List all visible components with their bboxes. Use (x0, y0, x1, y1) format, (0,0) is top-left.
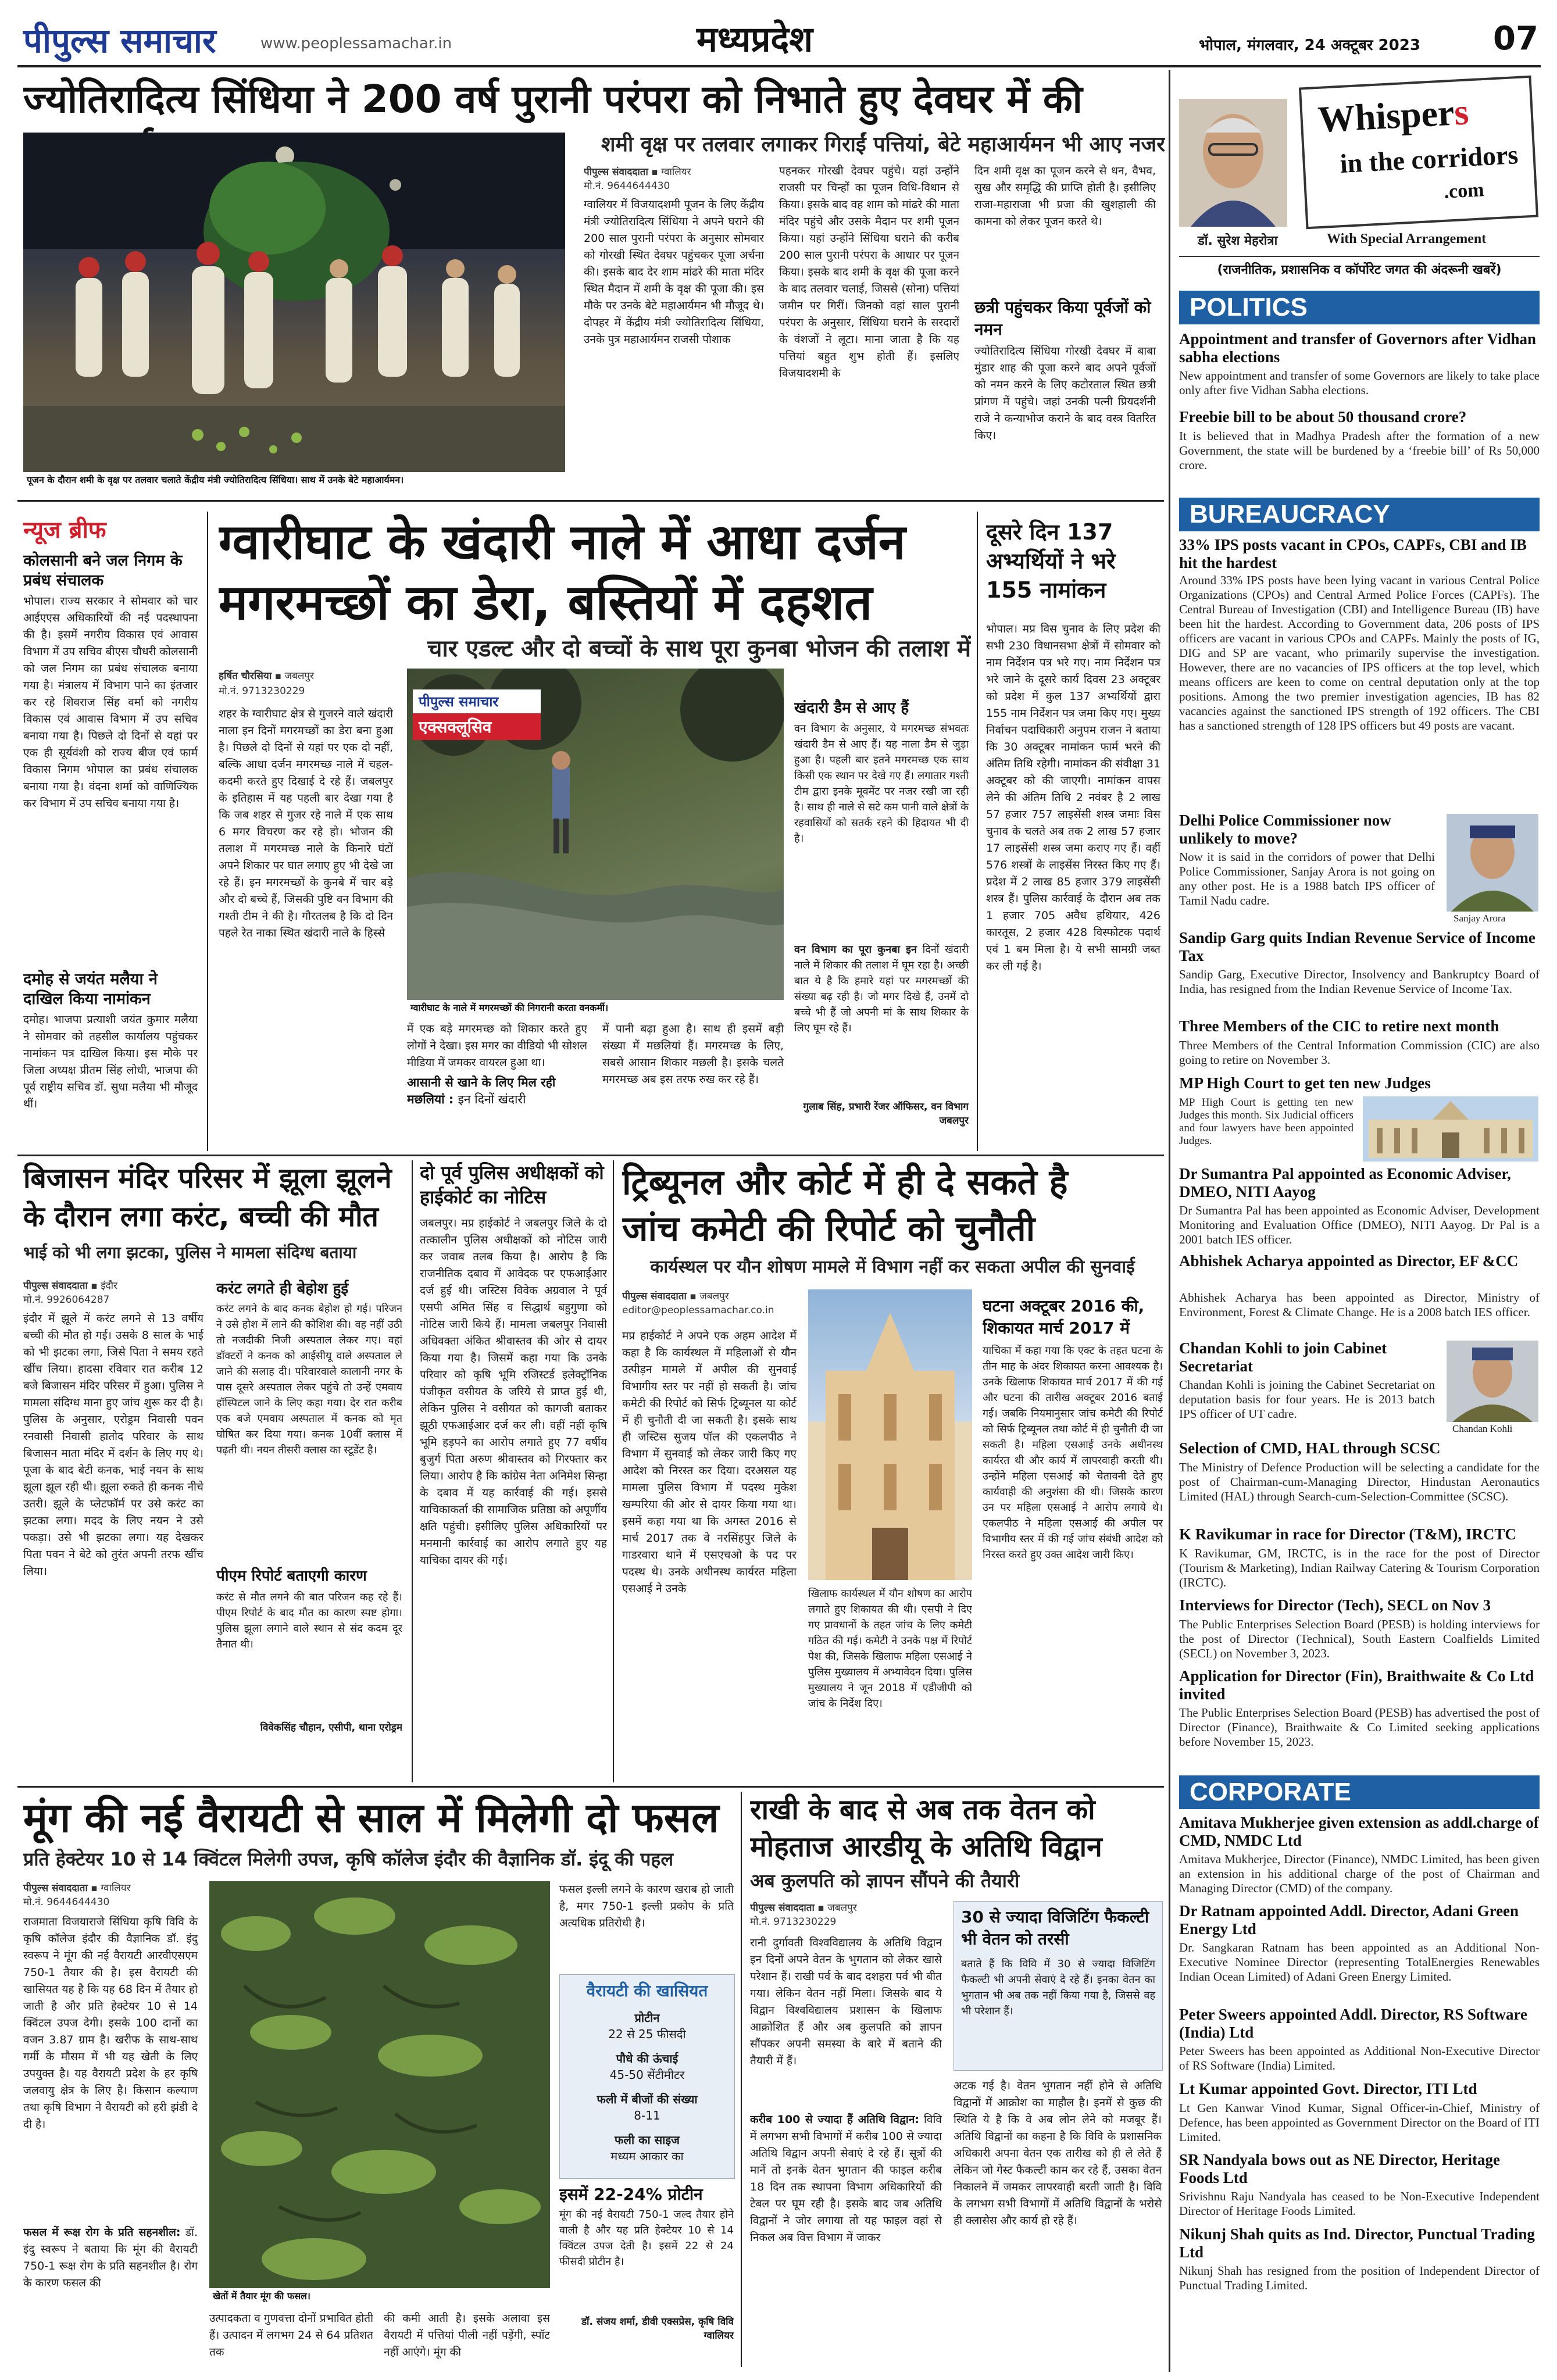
story1-col1: ग्वालियर में विजयादशमी पूजन के लिए केंद्रीय मंत्री ज्योतिरादित्य सिंधिया ने अपने घराने की 200 साल पुरानी परंपरा के अनुसार सोमवार को गोरखी स्थित देवघर पहुंचकर पूजा अर्चना की। इसके बाद देर शाम मांढरे की माता मंदिर स्थित मैदान में शमी के वृक्ष की पूजा की। इस मौके पर उनके बेटे महाआर्यमन भी मौजूद थे। दोपहर में केंद्रीय मंत्री ज्योतिरादित्य सिंधिया, उनके पुत्र महाआर्यमन राजसी पोशाक (584, 198, 764, 346)
story1-rule (17, 500, 1164, 502)
variety-item: फली में बीजों की संख्या 8-11 (597, 2092, 698, 2122)
bur-h9: Selection of CMD, HAL through SCSC (1179, 1439, 1441, 1457)
croc-caption: ग्वारीघाट के नाले में मगरमच्छों की निगरानी करता वनकर्मी। (407, 1000, 784, 1017)
whispers-logo (1299, 76, 1538, 230)
masthead (0, 0, 1557, 65)
chandan-kohli-label: Chandan Kohli (1452, 1423, 1513, 1434)
corp-h1: Amitava Mukherjee given extension as addl.charge of CMD, NMDC Ltd (1179, 1814, 1539, 1849)
politics-b1: New appointment and transfer of some Governors are likely to take place only after five Vidhan Sabha elections. (1179, 369, 1540, 397)
brief2-text: दमोह। भाजपा प्रत्याशी जयंत कुमार मलैया ने सोमवार को तहसील कार्यालय पहुंचकर नामांकन पत्र दाखिल किया। इस मौके पर जिला अध्यक्ष प्रीतम सिंह लोधी, भाजपा की पूर्व राष्ट्रीय सचिव डॉ. सुधा मलैया भी मौजूद थीं। (23, 1013, 198, 1110)
corp-b2: Dr. Sangkaran Ratnam has been appointed as an Additional Non-Executive Nominee Director (representing TotalEnergies Renewables Indian Ocean Limited) of Adani Green Energy Limited. (1179, 1941, 1540, 1984)
special-arrangement: With Special Arrangement (1327, 231, 1487, 246)
variety-item: पौधे की ऊंचाई 45-50 सेंटीमीटर (609, 2052, 685, 2082)
corporate-bar: CORPORATE (1179, 1775, 1540, 1809)
bur-b12: The Public Enterprises Selection Board (PESB) has advertised the post of Director (Finance), Braithwaite & Co Limited seeking applications before November 15, 2023. (1179, 1706, 1540, 1749)
croc-byline: हर्षित चौरसिया ▪ जबलपुर मो.नं. 9713230229 (219, 670, 314, 697)
bur-b11: The Public Enterprises Selection Board (PESB) is holding interviews for the post of Director (Technical), South Eastern Coalfields Limited (SECL) on November 3, 2023. (1179, 1617, 1540, 1660)
byline-place: जबलपुर (699, 1291, 729, 1302)
byline-email[interactable]: editor@peoplessamachar.co.in (622, 1305, 774, 1316)
byline-name: पीपुल्स संवाददाता (584, 166, 648, 178)
corp-h2: Dr Ratnam appointed Addl. Director, Adani Green Energy Ltd (1179, 1902, 1519, 1938)
brief-divider (207, 512, 208, 1151)
current-subhead: भाई को भी लगा झटका, पुलिस ने मामला संदिग्ध बताया (23, 1243, 357, 1262)
current-col1: इंदौर में झूले में करंट लगने से 13 वर्षीय बच्ची की मौत हो गई। उसके 8 साल के भाई को भी झटका लगा, जिसे पिता ने समय रहते खींच लिया। हादसा रविवार रात करीब 12 बजे बिजासन मंदिर परिसर में हुआ। पुलिस ने मामला संदिग्ध माना हुए जांच शुरू कर दी है। पुलिस के अनुसार, एरोड्रम निवासी पवन रनवासी निवासी हातोद परिवार के साथ बिजासन माता मंदिर में दर्शन के लिए गए थे। पूजा के बाद बेटी कनक, भाई नयन के साथ झूला झूल रही थी। झूला रुकते ही कनक नीचे उतरी। झूले के प्लेटफॉर्म पर उसे करंट का झटका लगा। मदद के लिए नयन ने उसे पकड़ा। उसे भी झटका लगा। यह देखकर पिता पवन ने बेटे को तुरंत अपनी तरफ खींच लिया। (23, 1312, 203, 1578)
story1-box-head: छत्री पहुंचकर किया पूर्वजों को नमन (974, 298, 1151, 339)
bur-b2: Now it is said in the corridors of power that Delhi Police Commissioner, Sanjay Arora is not going on any other post. He is a 1988 batch IPS officer of Tamil Nadu cadre. (1179, 850, 1435, 907)
rakhi-headline-1: राखी के बाद से अब तक वेतन को (750, 1793, 1095, 1826)
rakhi-col1: रानी दुर्गावती विश्वविद्यालय के अतिथि विद्वान इन दिनों अपने वेतन के भुगतान को लेकर खासे परेशान हैं। राखी पर्व के बाद दशहरा पर्व भी बीत गया। लेकिन वेतन नहीं मिला। जिसके बाद ये विद्वान विश्वविद्यालय प्रशासन के खिलाफ आक्रोशित हैं और अब कुलपति को ज्ञापन सौंपकर अपनी समस्या के बारे में बताने की तैयारी में हैं। (750, 1936, 942, 2067)
crowd-illustration (23, 133, 565, 488)
court-building-photo (808, 1289, 972, 1580)
moong-below2: की कमी आती है। इसके अलावा इस वैरायटी में पत्तियां पीली नहीं पड़ेंगी, स्पॉट नहीं आएंगे। मूंग की (384, 2312, 550, 2358)
brief1-head: कोलसानी बने जल निगम के प्रबंध संचालक (23, 552, 183, 589)
dateline: भोपाल, मंगलवार, 24 अक्टूबर 2023 (1199, 37, 1420, 54)
politics-h1: Appointment and transfer of Governors after Vidhan sabha elections (1179, 330, 1537, 366)
variety-item: फली का साइज मध्यम आकार का (610, 2133, 684, 2163)
byline-mobile: मो.नं. 9926064287 (23, 1294, 110, 1306)
rakhi-box-text: बताते हैं कि विवि में 30 से ज्यादा विजिटिंग फैकल्टी भी अपनी सेवाएं दे रहे हैं। इनका वेतन का भुगतान भी अब तक नहीं किया गया है, जिससे वह भी परेशान हैं। (961, 1958, 1155, 2017)
tribunal-byline: पीपुल्स संवाददाता ▪ जबलपुर editor@peoplessamachar.co.in (622, 1291, 774, 1316)
moong-signoff: डॉ. संजय शर्मा, डीवी एक्सप्रेस, कृषि विवि ग्वालियर (581, 2316, 734, 2342)
corp-b6: Nikunj Shah has resigned from the position of Independent Director of Punctual Trading Limited. (1179, 2264, 1540, 2292)
right-col-divider (1169, 70, 1170, 2372)
moong-byline: पीपुल्स संवाददाता ▪ ग्वालियर मो.नं. 9644644430 (23, 1882, 131, 1908)
section-title: मध्यप्रदेश (697, 19, 813, 60)
tribunal-box-text: याचिका में कहा गया कि एक्ट के तहत घटना के तीन माह के अंदर शिकायत करना आवश्यक है। उनके खिलाफ शिकायत मार्च 2017 में की गई और घटना की तारीख अक्टूबर 2016 बताई गई। जबकि नियमानुसार जांच कमेटी की रिपोर्ट को सिर्फ ट्रिब्यूनल तथा कोर्ट में ही चुनौती दी जा सकती है। महिला एसआई उनके अधीनस्थ कार्यरत थी और कार्य में लापरवाही करती थी। उन्होंने महिला एसआई को चेतावनी देते हुए कार्यवाही की अनुशंसा की थी। जिसके कारण उन पर महिला एसआई ने आरोप लगाये थे। एकलपीठ ने महिला एसआई की अपील पर विभागीय स्तर में की गई जांच संबंधी आदेश को निरस्त करते हुए उक्त आदेश जारी किए। (983, 1345, 1163, 1561)
bur-h6: Dr Sumantra Pal appointed as Economic Adviser, DMEO, NITI Aayog (1179, 1165, 1511, 1200)
newsbrief-title: न्यूज ब्रीफ (23, 517, 106, 544)
tribunal-col1: मप्र हाईकोर्ट ने अपने एक अहम आदेश में कहा है कि कार्यस्थल में महिलाओं से यौन उत्पीड़न मामले में अपील की सुनवाई विभागीय स्तर पर नहीं हो सकती है। जांच कमेटी की रिपोर्ट को सिर्फ ट्रिब्यूनल या कोर्ट में ही चुनौती दी जा सकती है। इसके साथ ही जस्टिस सुजय पॉल की एकलपीठ ने विभाग में सुनवाई को लेकर जारी किए गए आदेश को निरस्त कर दिया। दरअसल यह मामला पुलिस विभाग में पदस्थ मुकेश खम्परिया की ओर से दायर किया गया था। इसमें कहा गया था कि अगस्त 2016 से मार्च 2017 तक वे नरसिंहपुर जिले के गाडरवारा थाने में एसएचओ के पद पर पदस्थ थे। उनके अधीनस्थ कार्यरत महिला एसआई ने उनके (622, 1330, 797, 1595)
corp-b4: Lt Gen Kanwar Vinod Kumar, Signal Officer-in-Chief, Ministry of Defence, has been appointed as Government Director on the Board of ITI Limited. (1179, 2101, 1540, 2144)
moong-col3: फसल इल्ली लगने के कारण खराब हो जाती है, मगर 750-1 इल्ली प्रकोप के प्रति अत्यधिक प्रतिरोधी है। (559, 1883, 734, 1929)
byline-mobile: मो.नं. 9644644430 (584, 180, 670, 192)
croc-photo (407, 669, 784, 1000)
nomination-headline: दूसरे दिन 137 अभ्यर्थियों ने भरे 155 नामांकन (986, 519, 1116, 603)
croc-headline-2: मगरमच्छों का डेरा, बस्तियों में दहशत (219, 574, 873, 631)
croc-subhead: चार एडल्ट और दो बच्चों के साथ पूरा कुनबा भोजन की तलाश में (427, 635, 971, 662)
byline-mobile: मो.नं. 9713230229 (750, 1916, 837, 1928)
tribunal-box-head: घटना अक्टूबर 2016 की, शिकायत मार्च 2017 में (983, 1296, 1145, 1338)
byline-name: हर्षित चौरसिया (219, 670, 272, 682)
exclusive-badge: पीपुल्स समाचार एक्सक्लूसिव (413, 689, 541, 742)
nomination-text: भोपाल। मप्र विस चुनाव के लिए प्रदेश की सभी 230 विधानसभा क्षेत्रों में सोमवार को नाम निर्देशन पत्र भरे गए। नाम निर्देशन पत्र भरे जाने के दूसरे कार्य दिवस 23 अक्टूबर को प्रदेश में कुल 137 अभ्यर्थियों द्वारा 155 नाम निर्देशन पत्र जमा किए गए। मुख्य निर्वाचन पदाधिकारी अनुपम राजन ने बताया कि 30 अक्टूबर नामांकन फार्म भरने की अंतिम तिथि रहेगी। नामांकन की संवीक्षा 31 अक्टूबर को की जाएगी। नामांकन वापस लेने की अंतिम तिथि 2 नवंबर है 2 लाख 57 हजार 757 लाइसेंसी शस्त्र जमाः विस चुनाव के चलते अब तक 2 लाख 57 हजार 17 लाइसेंसी शस्त्र जमा कराए गए हैं। वहीं 576 शस्त्रों के लाइसेंस निरस्त किए गए हैं। प्रदेश में 2 लाख 85 हजार 379 लाइसेंसी शस्त्र हैं। पुलिस कार्रवाई के दौरान अब तक 1 हजार 705 अवैध हथियार, 426 कारतूस, 2 हजार 428 विस्फोटक पदार्थ एवं 1 बम मिला है। ये सभी सामग्री जब्त कर ली गई है। (986, 623, 1160, 973)
rakhi-box (954, 1901, 1163, 2071)
bureaucracy-bar: BUREAUCRACY (1179, 498, 1540, 531)
rakhi-subhead: अब कुलपति को ज्ञापन सौंपने की तैयारी (750, 1870, 1020, 1892)
current-pm-text: करंट से मौत लगने की बात परिजन कह रहे हैं। पीएम रिपोर्ट के बाद मौत का कारण स्पष्ट होगा। पुलिस झूला लगाने वाले स्थान से संद कदम दूर तैनात थी। (216, 1591, 402, 1650)
high-court-photo (1363, 1096, 1538, 1162)
bur-h1: 33% IPS posts vacant in CPOs, CAPFs, CBI and IB hit the hardest (1179, 536, 1527, 571)
story1-byline: पीपुल्स संवाददाता ▪ ग्वालियर मो.नं. 9644644430 (584, 166, 691, 192)
corp-b5: Srivishnu Raju Nandyala has ceased to be Non-Executive Independent Director of Heritage Foods Limited. (1179, 2189, 1540, 2218)
bur-b3: Sandip Garg, Executive Director, Insolvency and Bankruptcy Board of India, has resigned from the Indian Revenue Service of Income Tax. (1179, 967, 1540, 996)
current-mid-head: करंट लगते ही बेहोश हुई (216, 1280, 349, 1298)
byline-name: पीपुल्स संवाददाता (23, 1882, 88, 1894)
hc-headline: दो पूर्व पुलिस अधीक्षकों को हाईकोर्ट का नोटिस (420, 1162, 604, 1208)
byline-mobile: मो.नं. 9713230229 (219, 685, 305, 697)
bur-b10: K Ravikumar, GM, IRCTC, is in the race for the post of Director (Tourism & Marketing), Indian Railway Catering & Tourism Corporation (IRCTC). (1179, 1546, 1540, 1589)
author-name: डॉ. सुरेश मेहरोत्रा (1198, 234, 1278, 248)
current-headline-2: के दौरान लगा करंट, बच्ची की मौत (23, 1200, 378, 1233)
byline-place: इंदौर (101, 1280, 117, 1292)
rakhi-col1b: करीब 100 से ज्यादा हैं अतिथि विद्वान: विवि में लगभग सभी विभागों में करीब 100 से ज्यादा अतिथि विद्वान अपनी सेवाएं दे रहे हैं। सूत्रों की मानें तो इनके वेतन भुगतान की फाइल करीब 18 दिन तक स्थापना विभाग अधिकारियों की टेबल पर घूम रही है। इसके बाद जब अतिथि विद्वानों ने जोर लगाया तो यह फाइल वहां से निकल अब वित्त विभाग में जाकर (750, 2113, 942, 2244)
rakhi-headline-2: मोहताज आरडीयू के अतिथि विद्वान (750, 1831, 1102, 1863)
variety-box (559, 1974, 735, 2179)
hc-text: जबलपुर। मप्र हाईकोर्ट ने जबलपुर जिले के दो तत्कालीन पुलिस अधीक्षकों को नोटिस जारी कर जवाब तलब किया है। आरोप है कि राजनीतिक दबाव में आवेदक पर एफआईआर दर्ज हुई थी। जस्टिस विवेक अग्रवाल ने पूर्व एसपी अमित सिंह व सिद्धार्थ बहुगुणा को नोटिस जारी किये हैं। मामला जबलपुर निवासी अधिवक्ता अंकित श्रीवास्तव की ओर से दायर किया गया है। जिसमें कहा गया कि उनके परिवार को कृषि भूमि रजिस्टर्ड इलेक्ट्रॉनिक पंजीकृत वसीयत के जरिये से प्राप्त हुई थी, लेकिन पुलिस ने वसीयत को कागजी बताकर झूठी एफआईआर दर्ज कर ली। वहीं नहीं कृषि भूमि हड़पने का आरोप लगाते हुए 77 वर्षीय बुजुर्ग पिता अरुण श्रीवास्तव को गिरफ्तार कर लिया। आरोप है कि कांग्रेस नेता अनिमेश सिन्हा के दबाव में यह कार्रवाई की गई। इससे याचिकाकर्ता की सामाजिक प्रतिष्ठा को अपूर्णीय क्षति पहुंची। इसीलिए पुलिस अधिकारियों पर मनमानी कार्रवाई का आरोप लगाते हुए यह याचिका दायर की गई। (420, 1217, 607, 1567)
scindia-caption: पूजन के दौरान शमी के वृक्ष पर तलवार चलाते केंद्रीय मंत्री ज्योतिरादित्य सिंधिया। साथ में उनके बेटे महाआर्यमन। (23, 472, 565, 489)
bur-h10: K Ravikumar in race for Director (T&M), IRCTC (1179, 1525, 1516, 1543)
scindia-photo (23, 133, 565, 488)
byline-name: पीपुल्स संवाददाता (750, 1902, 815, 1914)
bur-h5: MP High Court to get ten new Judges (1179, 1074, 1431, 1092)
byline-mobile: मो.नं. 9644644430 (23, 1896, 110, 1908)
bur-h11: Interviews for Director (Tech), SECL on Nov 3 (1179, 1596, 1491, 1614)
rakhi-col2: अटक गई है। वेतन भुगतान नहीं होने से अतिथि विद्वानों में आक्रोश का माहौल है। इनमें से कुछ की स्थिति ये है कि वे अब लोन लेने को मजबूर हैं। अतिथि विद्वानों का कहना है कि विवि के प्रशासनिक अधिकारी अपना वेतन एक तारीख को ही ले लेते हैं लेकिन जो गेस्ट फैकल्टी काम कर रहे हैं, उसका वेतन निकालने में जमकर लापरवाही बरती जाती है। विवि के लगभग सभी विभागों में अतिथि विद्वानों के भरोसे ही क्लासेस और कार्य हो रहे हैं। (954, 2079, 1162, 2227)
byline-place: जबलपुर (827, 1902, 857, 1914)
tribunal-headline-1: ट्रिब्यूनल और कोर्ट में ही दे सकते है (622, 1162, 1068, 1203)
corp-h5: SR Nandyala bows out as NE Director, Heritage Foods Ltd (1179, 2151, 1500, 2186)
current-pm-head: पीएम रिपोर्ट बताएगी कारण (216, 1567, 367, 1585)
story1-col2: पहनकर गोरखी देवघर पहुंचे। यहां उन्होंने राजसी पर चिन्हों का पूजन विधि-विधान से किया। इसके बाद वह शाम को मांढरे की माता मंदिर पहुंचे और उसके मैदान पर शमी पूजन किया। यहां उन्होंने सिंधिया घराने की करीब 200 साल पुरानी परंपरा के आधार पर पूजन किया। इसके बाद शमी के वृक्ष की पूजा करने के बाद तलवार चलाई, जिससे (सोना) पत्तियां जमीन पर गिरीं। जिनको वहां साल पुरानी परंपरा के अनुसार, सिंधिया घराने के सरदारों के वंशजों ने लूटा। माना जाता है कि यह पत्तियां बहुत शुभ होती हैं। इसलिए विजयादशमी के (779, 165, 959, 380)
bur-b5: MP High Court is getting ten new Judges this month. Six Judicial officers and four lawyers have been appointed Judges. (1179, 1096, 1354, 1147)
croc-side-head: खंदारी डैम से आए हैं (794, 699, 909, 717)
croc-col2: में एक बड़े मगरमच्छ को शिकार करते हुए लोगों ने देखा। इस मगर का वीडियो भी सोशल मीडिया में जमकर वायरल हुआ था। (407, 1023, 587, 1069)
croc-quote: वन विभाग का पूरा कुनबा इन दिनों खंदारी नाले में शिकार की तलाश में घूम रहा है। अच्छी बात ये है कि हमारे यहां पर मगरमच्छों की संख्या बढ़ रही है। जो मगर दिखे हैं, उनमें दो बच्चे भी हैं जो अपनी मां के साथ शिकार के लिए घूम रहे हैं। (794, 944, 969, 1034)
bur-h8: Chandan Kohli to join Cabinet Secretariat (1179, 1339, 1387, 1375)
moong-crop-photo (209, 1881, 550, 2306)
mid-rule (17, 1155, 1164, 1156)
moong-headline: मूंग की नई वैरायटी से साल में मिलेगी दो फसल (23, 1794, 719, 1842)
current-headline-1: बिजासन मंदिर परिसर में झूला झूलने (23, 1162, 392, 1195)
moong-col1: राजमाता विजयाराजे सिंधिया कृषि विवि के कृषि कॉलेज इंदौर की वैज्ञानिक डॉ. इंदु स्वरूप ने मूंग की नई वैरायटी आरवीएसएम 750-1 तैयार की है। इस वैरायटी की खासियत यह है कि यह 68 दिन में तैयार हो जाती है और प्रति हेक्टेयर 10 से 14 क्विंटल उपज देगी। इसके 100 दानों का वजन 3.87 ग्राम है। खरीफ के साथ-साथ गर्मी के मौसम में भी यह खेती के लिए उपयुक्त है। यह वैरायटी प्रदेश के हर कृषि जलवायु क्षेत्र के लिए है। किसान कल्याण तथा कृषि विभाग ने वैरायटी को हरी झंडी दे दी है। (23, 1916, 198, 2131)
sanjay-arora-photo (1447, 814, 1538, 912)
corp-b3: Peter Sweers has been appointed as Additional Non-Executive Director of RS Software (India) Limited. (1179, 2044, 1540, 2072)
croc-quote-by: गुलाब सिंह, प्रभारी रेंजर ऑफिसर, वन विभाग जबलपुर (803, 1101, 969, 1127)
masthead-rule (17, 65, 1541, 67)
moong-divider (741, 1792, 742, 2367)
sanjay-arora-label: Sanjay Arora (1454, 913, 1506, 924)
croc-side-text: वन विभाग के अनुसार, ये मगरमच्छ संभवतः खंदारी डैम से आए हैं। यह नाला डैम से जुड़ा हुआ है। पहली बार इतने मगरमच्छ एक साथ किसी एक स्थान पर देखे गए हैं। लगातार गश्ती टीम द्वारा इनके मूवमेंट पर नजर रखी जा रही है। साथ ही नाले से सटे कम पानी वाले क्षेत्रों के रहवासियों को सतर्क रहने की हिदायत भी दी है। (794, 723, 969, 845)
bur-b7: Abhishek Acharya has been appointed as Director, Ministry of Environment, Forest & Climate Change. He is a 2008 batch IES officer. (1179, 1291, 1540, 1319)
lower-rule (17, 1786, 1164, 1788)
variety-box-title: वैरायटी की खासियत (586, 1981, 708, 2000)
bur-b9: The Ministry of Defence Production will be selecting a candidate for the post of Chairman-cum-Managing Director, Hindustan Aeronautics Limited (HAL) through Search-cum-Selection-Committee (SCSC). (1179, 1460, 1540, 1503)
whispers-subtitle: in the corridors (1339, 140, 1519, 179)
story1-col3b: ज्योतिरादित्य सिंधिया गोरखी देवघर में बाबा मुंडार शाह की पूजा करने बाद अपने पूर्वजों को नमन करने के लिए कटोरताल स्थित छत्री प्रांगण में पहुंचे। जहां उनकी पत्नी प्रियदर्शनी राजे ने कन्याभोज कराने के बाद वस्त्र वितरित किए। (974, 345, 1156, 442)
moong-caption: खेतों में तैयार मूंग की फसल। (209, 2288, 550, 2306)
protein-text: मूंग की नई वैरायटी 750-1 जल्द तैयार होने वाली है और यह प्रति हेक्टेयर 10 से 14 क्विंटल उपज देती है। इसमें 22 से 24 फीसदी प्रोटीन है। (559, 2209, 734, 2268)
moong-below1: उत्पादकता व गुणवत्ता दोनों प्रभावित होती हैं। उत्पादन में लगभग 24 से 64 प्रतिशत तक (209, 2312, 373, 2358)
current-byline: पीपुल्स संवाददाता ▪ इंदौर मो.नं. 9926064287 (23, 1280, 117, 1306)
byline-name: पीपुल्स संवाददाता (622, 1291, 687, 1302)
bur-h2: Delhi Police Commissioner now unlikely to move? (1179, 812, 1391, 847)
byline-name: पीपुल्स संवाददाता (23, 1280, 88, 1292)
byline-place: जबलपुर (284, 670, 314, 682)
tribunal-col2: खिलाफ कार्यस्थल में यौन शोषण का आरोप लगाते हुए शिकायत की थी। एसपी ने दिए गए प्रावधानों के तहत जांच के लिए कमेटी गठित की गई। कमेटी ने उनके पक्ष में रिपोर्ट पेश की, जिसके खिलाफ महिला एसआई ने पुलिस मुख्यालय में अभ्यावेदन दिया। पुलिस मुख्यालय ने जून 2018 में एडीजीपी को जांच के निर्देश दिए। (808, 1588, 972, 1710)
bur-b8: Chandan Kohli is joining the Cabinet Secretariat on deputation basis for four years. He is 2013 batch IPS officer of UT cadre. (1179, 1378, 1435, 1421)
story1-headline: ज्योतिरादित्य सिंधिया ने 200 वर्ष पुरानी परंपरा को निभाते हुए देवघर में की (23, 77, 1083, 121)
rakhi-box-head: 30 से ज्यादा विजिटिंग फैकल्टी भी वेतन को तरसी (961, 1907, 1149, 1949)
croc-col1: शहर के ग्वारीघाट क्षेत्र से गुजरने वाले खंदारी नाला इन दिनों मगरमच्छों का डेरा बना हुआ है। पिछले दो दिनों से यहां पर एक दो नहीं, बल्कि आधा दर्जन मगरमच्छ नाले में चहल-कदमी करते हुए दिखाई दे रहे हैं। जबलपुर के इतिहास में यह पहली बार देखा गया है कि जब शहर से गुजर रहे नाले में एक साथ 6 मगर विचरण कर रहे हो। भोजन की तलाश में मगरमच्छ नाले के किनारे घंटों अपने शिकार पर घात लगाए हुए भी देखे जा रहे हैं। इन मगरमच्छों के कुनबे में चार बड़े और दो बच्चे हैं, जिसकी पुष्टि वन विभाग की गश्ती टीम ने की है। गौरतलब है कि दो दिन पहले रेत नाका स्थित खंदारी नाले के हिस्से (219, 707, 393, 939)
author-photo (1179, 99, 1287, 227)
hc-divider (613, 1160, 614, 1782)
croc-col2-head: आसानी से खाने के लिए मिल रही मछलियां : इन दिनों खंदारी (407, 1075, 556, 1106)
bur-b4: Three Members of the Central Information Commission (CIC) are also going to retire on November 3. (1179, 1038, 1540, 1067)
variety-item: प्रोटीन 22 से 25 फीसदी (608, 2011, 686, 2041)
croc-headline-1: ग्वारीघाट के खंदारी नाले में आधा दर्जन (219, 513, 906, 570)
moong-subhead: प्रति हेक्टेयर 10 से 14 क्विंटल मिलेगी उपज, कृषि कॉलेज इंदौर की वैज्ञानिक डॉ. इंदू की पहल (23, 1848, 674, 1870)
politics-bar: POLITICS (1179, 291, 1540, 324)
site-url[interactable]: www.peoplessamachar.in (260, 35, 452, 52)
bur-b6: Dr Sumantra Pal has been appointed as Economic Adviser, Development Monitoring and Evaluation Office (DMEO), NITI Aayog. Dr Pal is a 2001 batch IES officer. (1179, 1203, 1540, 1246)
politics-b2: It is believed that in Madhya Pradesh after the formation of a new Government, the state will be burdened by a ‘freebie bill’ of Rs 50,000 crore. (1179, 429, 1540, 472)
bur-b1: Around 33% IPS posts have been lying vacant in various Central Police Organizations (CPOs) and Central Armed Police Forces (CAPFs). The Central Bureau of Investigation (CBI) and Intelligence Bureau (IB) have been hit the hardest. According to Government data, 206 posts of IPS officers are vacant in various CPOs and CAPFs. Mainly the posts of IG, DIG and SP are vacant, who primarily supervise the investigation. However, there are no vacancies of IPS officers at the top level, which means officers are keen to come on central deputation only at the top positions. Among the two premier investigation agencies, IB has 82 vacancies against the sanctioned IPS strength of 192 officers. The CBI has a sanctioned strength of 128 IPS officers but 49 posts are vacant. (1179, 573, 1540, 732)
moong-col1b: फसल में रूक्ष रोग के प्रति सहनशील: डॉ. इंदु स्वरूप ने बताया कि मूंग की वैरायटी 750-1 रूक्ष रोग के प्रति सहनशील है। रोग के कारण फसल की (23, 2226, 198, 2289)
brief2-head: दमोह से जयंत मलैया ने दाखिल किया नामांकन (23, 970, 158, 1008)
logo: पीपुल्स समाचार (23, 21, 216, 60)
politics-h2: Freebie bill to be about 50 thousand crore? (1179, 408, 1467, 426)
current-pm-by: विवेकसिंह चौहान, एसीपी, थाना एरोड्रम (260, 1722, 402, 1734)
story1-subhead: शमी वृक्ष पर तलवार लगाकर गिराईं पत्तियां, बेटे महाआर्यमन भी आए नजर (601, 133, 1165, 156)
bur-h4: Three Members of the CIC to retire next month (1179, 1017, 1499, 1035)
nomination-divider (977, 512, 978, 1151)
bur-h12: Application for Director (Fin), Braithwaite & Co Ltd invited (1179, 1667, 1534, 1703)
tribunal-headline-2: जांच कमेटी की रिपोर्ट को चुनौती (622, 1209, 1035, 1249)
byline-place: ग्वालियर (101, 1882, 131, 1894)
tribunal-subhead: कार्यस्थल पर यौन शोषण मामले में विभाग नहीं कर सकता अपील की सुनवाई (650, 1257, 1135, 1277)
whispers-tagline: (राजनीतिक, प्रशासनिक व कॉर्पोरेट जगत की अंदरूनी खबरें) (1179, 256, 1540, 278)
chandan-kohli-photo (1447, 1341, 1538, 1422)
page-number: 07 (1493, 20, 1538, 58)
corp-h3: Peter Sweers appointed Addl. Director, RS Software (India) Ltd (1179, 2006, 1527, 2041)
current-divider (412, 1160, 413, 1782)
protein-head: इसमें 22-24% प्रोटीन (559, 2185, 703, 2204)
bur-h3: Sandip Garg quits Indian Revenue Service of Income Tax (1179, 929, 1535, 964)
corp-h4: Lt Kumar appointed Govt. Director, ITI Ltd (1179, 2080, 1477, 2097)
story1-col3a: दिन शमी वृक्ष का पूजन करने से धन, वैभव, सुख और समृद्धि की प्राप्ति होती है। इसीलिए राजा-महाराजा भी प्रजा की खुशहाली की कामना को लेकर पूजन करते थे। (974, 165, 1156, 228)
whispers-domain: .com (1443, 179, 1485, 203)
current-col2: करंट लगने के बाद कनक बेहोश हो गई। परिजन ने उसे होश में लाने की कोशिश की। वह नहीं उठी तो नजदीकी निजी अस्पताल लेकर गए। वहां डॉक्टरों ने कनक को आईसीयू वाले अस्पताल ले जाने की सलाह दी। परिवारवाले कालानी नगर के पास दूसरे अस्पताल लेकर पहुंचे तो उन्हें एमवाय हॉस्पिटल जाने के लिए कहा गया। देर रात करीब एक बजे एमवाय अस्पताल में कनक को मृत घोषित कर दिया गया। कनक 10वीं क्लास में पढ़ती थी। नयन तीसरी क्लास का स्टूडेंट है। (216, 1303, 402, 1456)
bur-h7: Abhishek Acharya appointed as Director, EF &CC (1179, 1252, 1519, 1270)
croc-col3: में पानी बढ़ा हुआ है। साथ ही इसमें बड़ी संख्या में मछलियां हैं। मगरमच्छ के लिए, सबसे आसान शिकार मछली है। इसके चलते मगरमच्छ अब इस तरफ रुख कर रहे हैं। (602, 1023, 784, 1086)
brief1-text: भोपाल। राज्य सरकार ने सोमवार को चार आईएएस अधिकारियों की नई पदस्थापना की है। इसमें नगरीय विकास एवं आवास विभाग में उप सचिव बीएस चौधरी कोलसानी को जल निगम का प्रबंध संचालक बनाया गया है। मंत्रालय में विभाग पाने का इंतजार कर रहे शिवराज सिंह वर्मा को नगरीय विकास एवं आवास विभाग में उप सचिव बनाया गया है। पिछले दो दिनों से यहां पर एक ही सूर्यवंशी को राज्य बीज एवं फार्म विकास निगम भोपाल का प्रबंध संचालक बनाया गया है। वंदना शर्मा को वाणिज्यिक कर विभाग में उप सचिव बनाया गया है। (23, 595, 198, 810)
byline-place: ग्वालियर (661, 166, 691, 178)
corp-b1: Amitava Mukherjee, Director (Finance), NMDC Limited, has been given an extension in his additional charge of the post of Chairman and Managing Director (CMD) of the company. (1179, 1852, 1540, 1895)
rakhi-byline: पीपुल्स संवाददाता ▪ जबलपुर मो.नं. 9713230229 (750, 1902, 857, 1928)
whispers-title: Whispers (1316, 91, 1470, 140)
corp-h6: Nikunj Shah quits as Ind. Director, Punctual Trading Ltd (1179, 2225, 1535, 2261)
